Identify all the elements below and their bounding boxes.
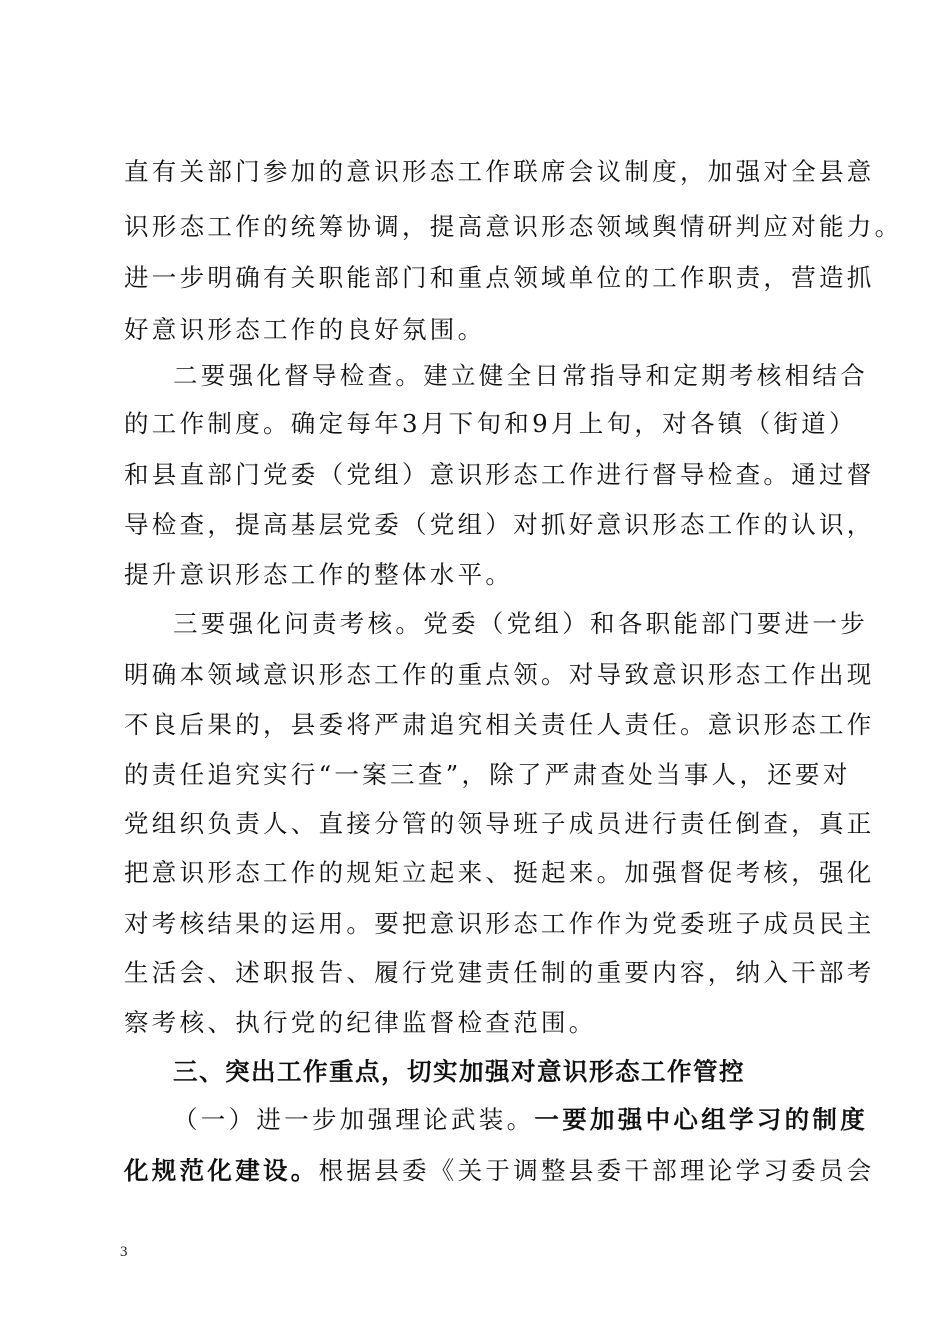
body-text-line: 好意识形态工作的良好氛围。 [124,315,486,344]
body-text-line: 的责任追究实行“一案三查”，除了严肃查处当事人，还要对 [124,760,851,789]
body-text-line: 二要强化督导检查。建立健全日常指导和定期考核相结合 [173,361,868,390]
body-text-line: 和县直部门党委（党组）意识形态工作进行督导检查。通过督 [124,460,875,489]
body-text-line: 把意识形态工作的规矩立起来、挺起来。加强督促考核，强化 [124,858,875,887]
body-text-line: 三要强化问责考核。党委（党组）和各职能部门要进一步 [173,609,868,638]
body-text-line: 进一步明确有关职能部门和重点领域单位的工作职责，营造抓 [124,263,875,292]
bold-text-run: 化规范化建设。 [124,1156,319,1185]
body-text-line: 提升意识形态工作的整体水平。 [124,560,514,589]
body-text-line: 直有关部门参加的意识形态工作联席会议制度，加强对全县意 [124,157,875,186]
body-text-line: 察考核、执行党的纪律监督检查范围。 [124,1008,597,1037]
page-number: 3 [120,1244,128,1260]
body-text-line [124,1156,875,1186]
section-heading: 三、突出工作重点，切实加强对意识形态工作管控 [173,1057,745,1086]
text-run: 根据县委《关于调整县委干部理论学习委员会 [318,1156,875,1185]
text-run: （一）进一步加强理论武装。 [173,1105,535,1134]
body-text-line: 明确本领域意识形态工作的重点领。对导致意识形态工作出现 [124,660,875,689]
body-text-line: 不良后果的，县委将严肃追究相关责任人责任。意识形态工作 [124,710,875,739]
body-text-line: 对考核结果的运用。要把意识形态工作作为党委班子成员民主 [124,909,875,938]
body-text-line: 识形态工作的统筹协调，提高意识形态领域舆情研判应对能力。 [124,212,903,241]
body-text-line: 导检查，提高基层党委（党组）对抓好意识形态工作的认识， [124,510,875,539]
body-text-line: 的工作制度。确定每年3月下旬和9月上旬，对各镇（街道） [124,409,857,438]
bold-text-run: 一要加强中心组学习的制度 [534,1105,869,1134]
body-text-line: 党组织负责人、直接分管的领导班子成员进行责任倒查，真正 [124,809,875,838]
body-text-line: 生活会、述职报告、履行党建责任制的重要内容，纳入干部考 [124,958,875,987]
body-text-line [173,1105,868,1135]
